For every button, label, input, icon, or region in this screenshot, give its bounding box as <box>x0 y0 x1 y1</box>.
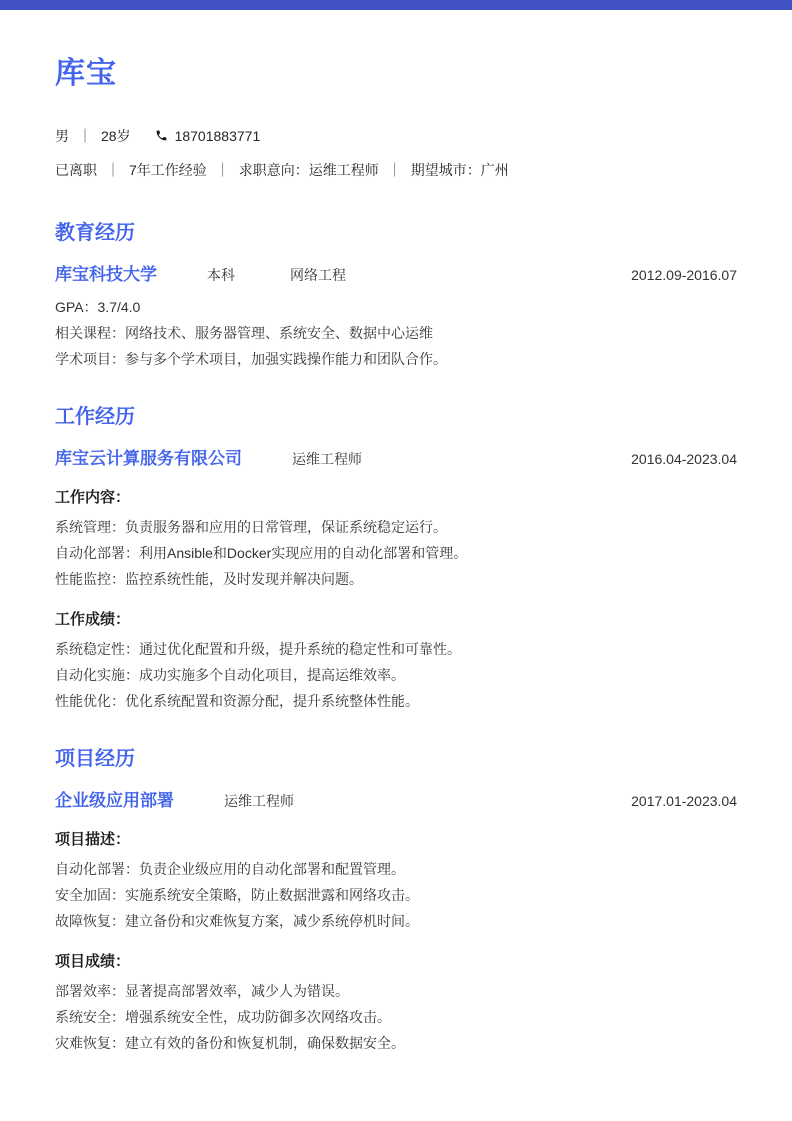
degree: 本科 <box>207 267 235 283</box>
job-intention: 求职意向：运维工程师 <box>238 162 379 178</box>
education-detail-line: GPA：3.7/4.0 <box>55 299 141 315</box>
section-title-education: 教育经历 <box>55 222 135 244</box>
work-content-label: 工作内容： <box>55 489 131 506</box>
project-description-label: 项目描述： <box>55 831 131 848</box>
work-achievement-item: 系统稳定性：通过优化配置和升级，提升系统的稳定性和可靠性。 <box>55 641 461 657</box>
gender: 男 <box>55 128 69 144</box>
project-entry <box>55 790 737 812</box>
project-achievement-list <box>55 978 737 1056</box>
work-role: 运维工程师 <box>292 451 362 467</box>
work-entry <box>55 448 737 470</box>
resume-page <box>0 58 792 1056</box>
work-achievement-list <box>55 636 737 714</box>
work-content-list <box>55 514 737 592</box>
job-intent-line <box>55 162 737 178</box>
work-content-item: 自动化部署：利用Ansible和Docker实现应用的自动化部署和管理。 <box>55 545 468 561</box>
separator: ｜ <box>215 162 230 178</box>
work-achievement-item: 性能优化：优化系统配置和资源分配，提升系统整体性能。 <box>55 693 419 709</box>
project-description-item: 自动化部署：负责企业级应用的自动化部署和配置管理。 <box>55 861 405 877</box>
project-achievement-item: 部署效率：显著提高部署效率，减少人为错误。 <box>55 983 349 999</box>
project-period: 2017.01-2023.04 <box>631 793 737 809</box>
education-period: 2012.09-2016.07 <box>631 267 737 283</box>
candidate-name: 库宝 <box>55 57 117 90</box>
phone-icon <box>155 129 168 142</box>
work-achievement-item: 自动化实施：成功实施多个自动化项目，提高运维效率。 <box>55 667 405 683</box>
project-achievement-item: 系统安全：增强系统安全性，成功防御多次网络攻击。 <box>55 1009 391 1025</box>
education-detail-line: 学术项目：参与多个学术项目，加强实践操作能力和团队合作。 <box>55 351 447 367</box>
project-name: 企业级应用部署 <box>55 791 174 810</box>
project-description-item: 故障恢复：建立备份和灾难恢复方案，减少系统停机时间。 <box>55 913 419 929</box>
education-details <box>55 294 737 372</box>
section-title-project: 项目经历 <box>55 748 135 770</box>
section-title-work: 工作经历 <box>55 406 135 428</box>
experience-years: 7年工作经验 <box>129 162 207 178</box>
work-period: 2016.04-2023.04 <box>631 451 737 467</box>
project-description-list <box>55 856 737 934</box>
work-achievement-label: 工作成绩： <box>55 611 131 628</box>
school-name: 库宝科技大学 <box>55 265 157 284</box>
project-achievement-label: 项目成绩： <box>55 953 131 970</box>
top-accent-bar <box>0 0 792 10</box>
basic-info-line <box>55 128 737 144</box>
major: 网络工程 <box>290 267 346 283</box>
education-detail-line: 相关课程：网络技术、服务器管理、系统安全、数据中心运维 <box>55 325 433 341</box>
employment-status: 已离职 <box>55 162 97 178</box>
age: 28岁 <box>101 128 131 144</box>
education-entry <box>55 264 737 286</box>
work-content-item: 系统管理：负责服务器和应用的日常管理，保证系统稳定运行。 <box>55 519 447 535</box>
phone-number: 18701883771 <box>174 128 261 144</box>
separator: ｜ <box>78 128 92 144</box>
company-name: 库宝云计算服务有限公司 <box>55 449 242 468</box>
work-content-item: 性能监控：监控系统性能，及时发现并解决问题。 <box>55 571 363 587</box>
separator: ｜ <box>387 162 402 178</box>
project-description-item: 安全加固：实施系统安全策略，防止数据泄露和网络攻击。 <box>55 887 419 903</box>
target-city: 期望城市：广州 <box>410 162 509 178</box>
project-achievement-item: 灾难恢复：建立有效的备份和恢复机制，确保数据安全。 <box>55 1035 405 1051</box>
project-role: 运维工程师 <box>224 793 294 809</box>
separator: ｜ <box>106 162 120 178</box>
